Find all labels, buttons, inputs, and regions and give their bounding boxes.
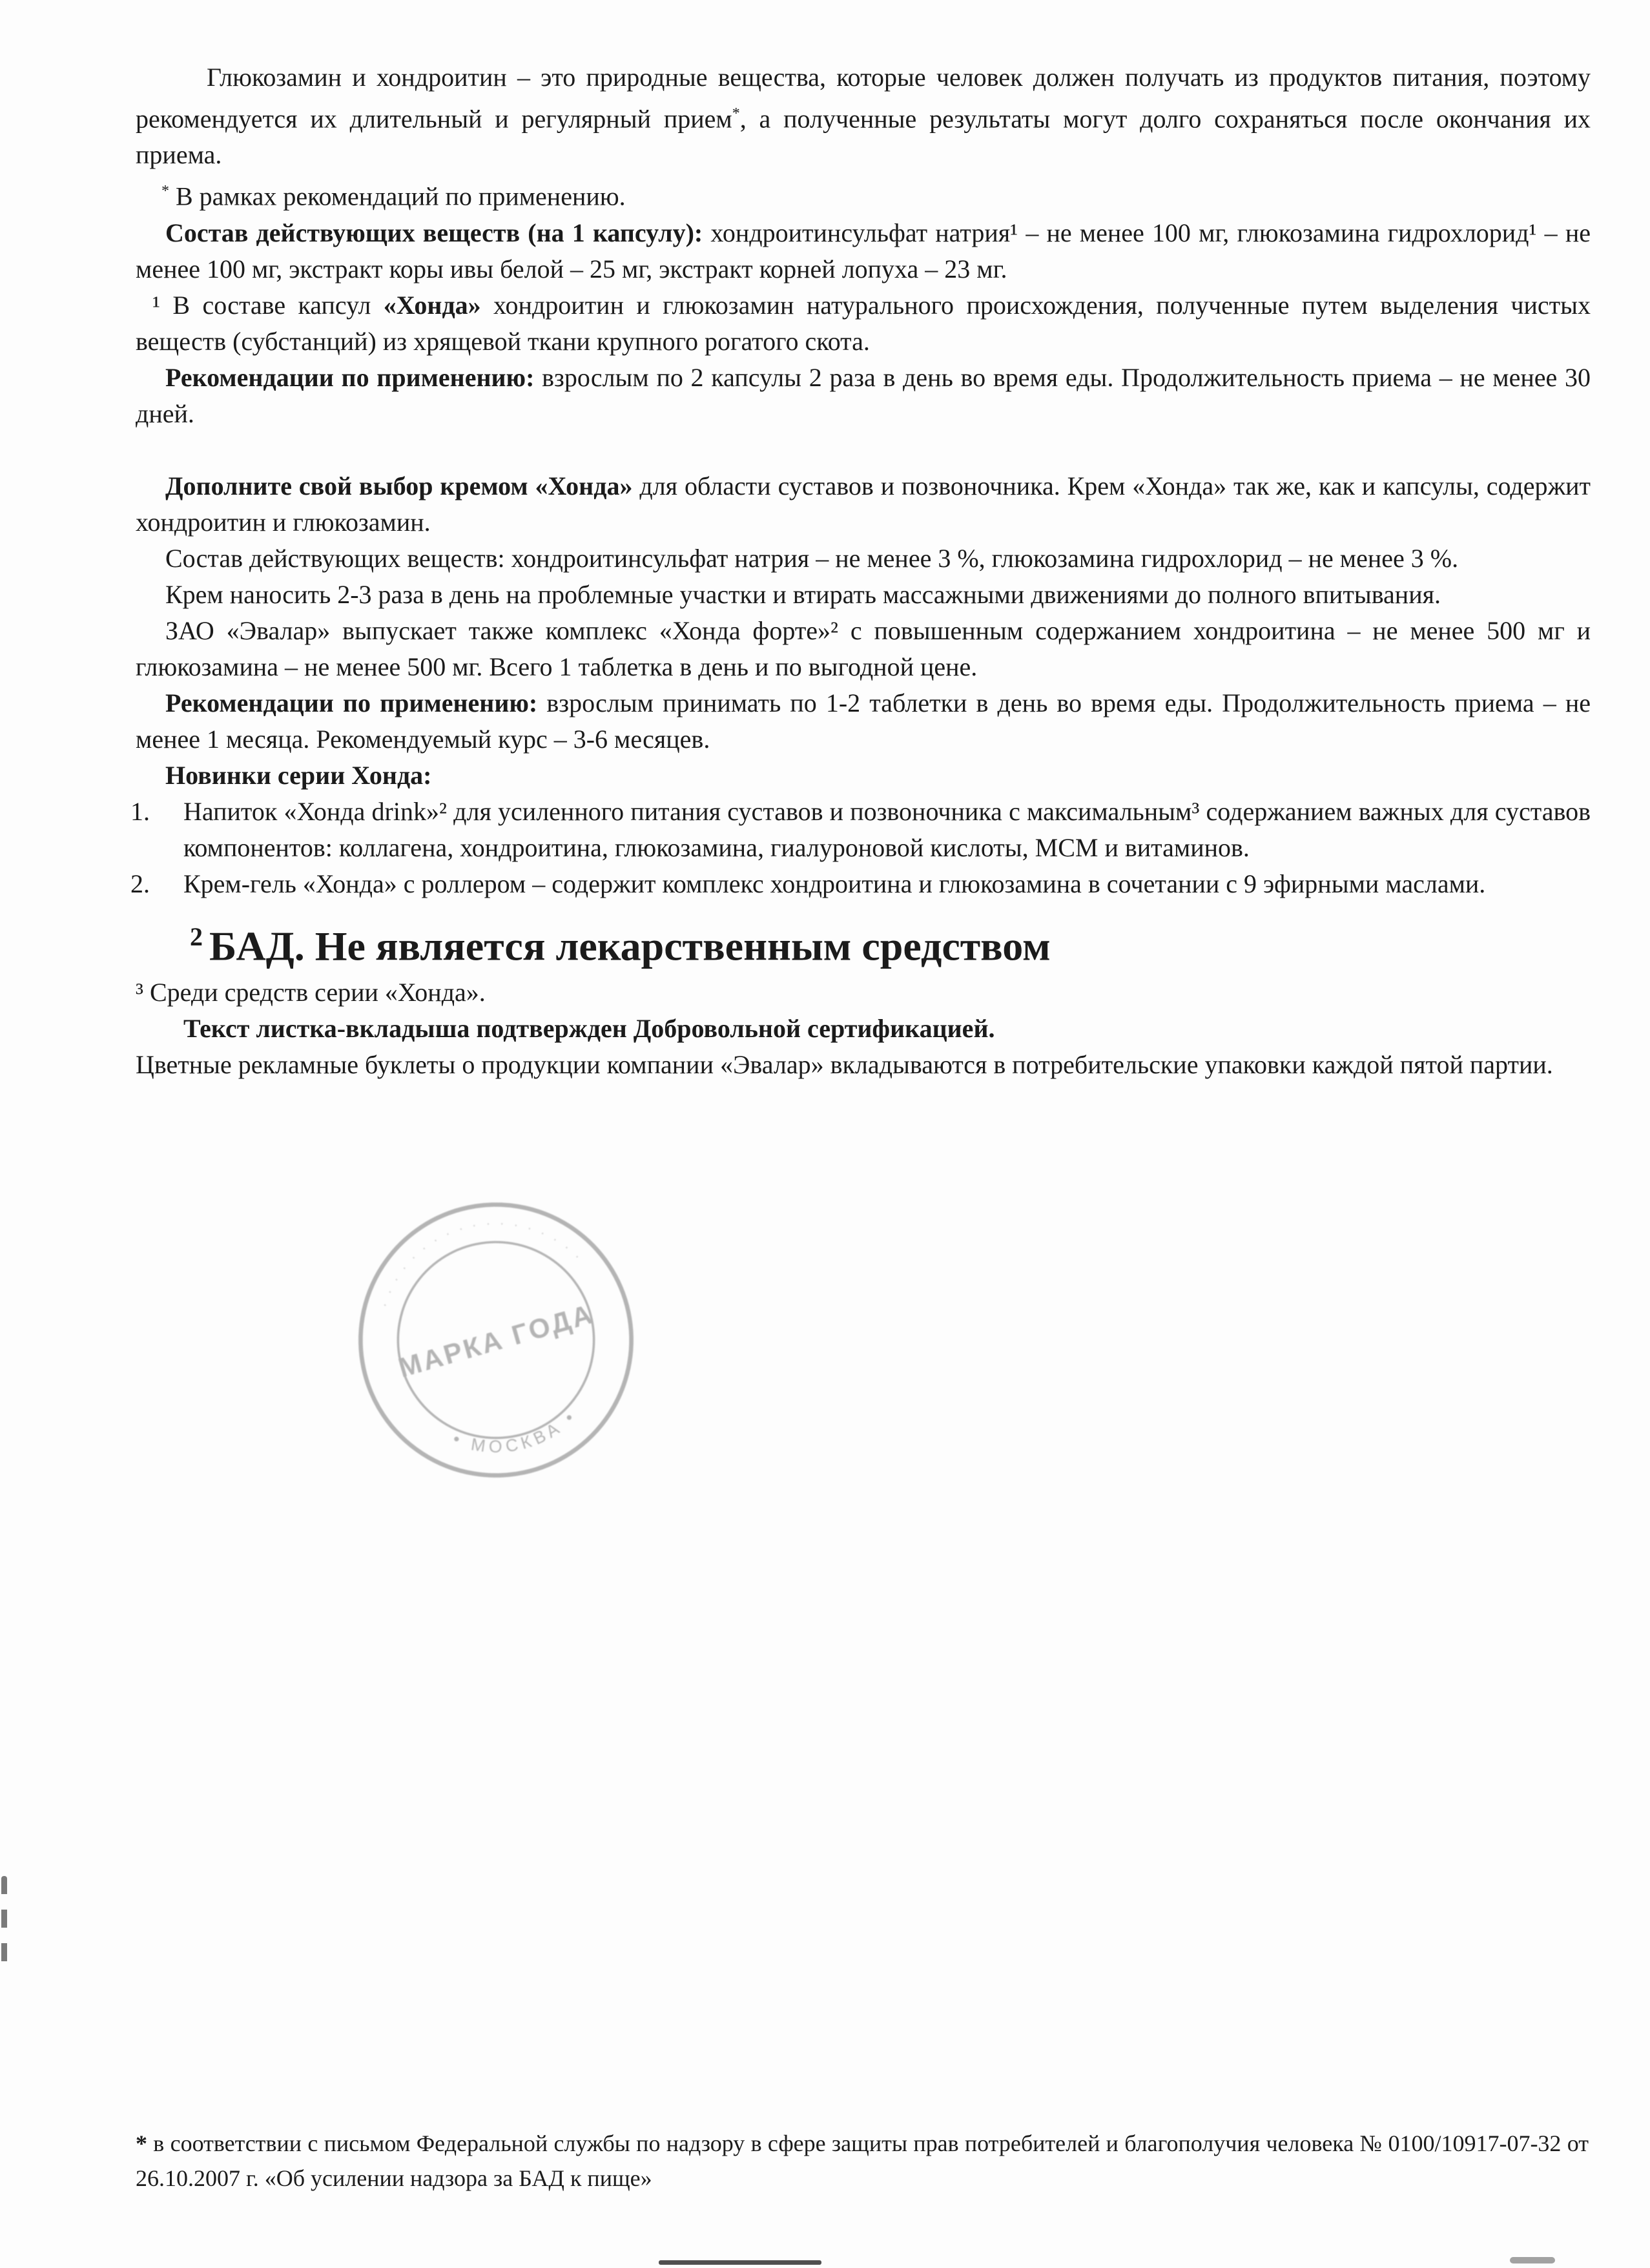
scan-artifact [1,1876,7,1976]
footnote-asterisk-text: В рамках рекомендаций по применению. [169,181,626,211]
paragraph-booklets: Цветные рекламные буклеты о продукции компании «Эвалар» вкладываются в потребительские упаковки каждой пятой партии. [136,1049,1553,1079]
composition-capsules-rest: хондроитинсульфат натрия¹ – не менее 100 мг, глюкозамина гидрохлорид¹ – не менее 100 мг, экстракт коры ивы белой – 25 мг, экстракт корней лопуха – 23 мг. [136,218,1591,284]
list-item [130,866,1591,902]
intro-text-after: , а полученные результаты могут долго сохраняться после окончания их приема. [136,104,1591,170]
scan-artifact [659,2260,821,2265]
intro-text-before: Глюкозамин и хондроитин – это природные вещества, которые человек должен получать из продуктов питания, поэтому рекомендуется их длительный и регулярный прием [136,63,1591,134]
stamp-outer-ring [335,1179,656,1500]
paragraph-intro [136,59,1591,173]
footnote-one-brand: «Хонда» [383,290,481,320]
recommendations-capsules-lead: Рекомендации по применению: [165,362,535,392]
paragraph-composition-capsules [136,215,1591,287]
bottom-footnote [136,2126,1589,2196]
footnote-one-c: хондроитин и глюкозамин натурального происхождения, полученные путем выделения чистых веществ (субстанций) из хрящевой ткани крупного рогатого скота. [136,290,1591,356]
bad-disclaimer-heading [190,912,1591,971]
paragraph-recommendations-forte [136,685,1591,758]
footnote-asterisk-marker: * [732,105,740,122]
bottom-footnote-text: в соответствии с письмом Федеральной службы по надзору в сфере защиты прав потребителей и благополучия человека № 0100/10917-07-32 от 26.10.2007 г. «Об усилении надзора за БАД к пище» [136,2130,1589,2191]
recommendations-capsules-rest: взрослым по 2 капсулы 2 раза в день во время еды. Продолжительность приема – не менее 30 дней. [136,362,1591,428]
list-item-text: Крем-гель «Хонда» с роллером – содержит комплекс хондроитина и глюкозамина в сочетании с 9 эфирными маслами. [183,869,1486,898]
list-item-number: 2. [130,869,150,898]
stamp-inner-ring [380,1224,612,1456]
paragraph-recommendations-capsules [136,360,1591,432]
novelties-heading: Новинки серии Хонда: [165,760,432,790]
paragraph-cream-composition: Состав действующих веществ: хондроитинсульфат натрия – не менее 3 %, глюкозамина гидрохлорид – не менее 3 %. [165,543,1459,573]
stamp-center-text: МАРКА ГОДА [395,1298,597,1383]
footnote-three: ³ Среди средств серии «Хонда». [136,977,486,1007]
paragraph-cream-intro [136,468,1591,541]
document-content [130,59,1591,1083]
list-item-number: 1. [130,796,150,826]
certification-stamp [325,1170,667,1511]
footnote-asterisk-sign: * [161,183,169,200]
footnote-one-a: ¹ В составе капсул [152,290,384,320]
blank-line [136,432,1591,468]
cream-intro-lead: Дополните свой выбор кремом «Хонда» [165,471,633,500]
scan-artifact [1510,2257,1555,2263]
recommendations-forte-lead: Рекомендации по применению: [165,688,538,717]
paragraph-cream-usage: Крем наносить 2-3 раза в день на проблемные участки и втирать массажными движениями до полного впитывания. [165,579,1441,609]
stamp-ring-text: • МОСКВА • [450,1405,581,1457]
stamp-ring-texture: ·················· [375,1214,592,1310]
bottom-footnote-marker: * [136,2130,147,2156]
heading-footnote-marker: 2 [190,922,203,951]
bad-disclaimer-text: БАД. Не является лекарственным средством [209,922,1051,969]
recommendations-forte-rest: взрослым принимать по 1-2 таблетки в день во время еды. Продолжительность приема – не менее 1 месяца. Рекомендуемый курс – 3-6 месяцев. [136,688,1591,754]
paragraph-forte: ЗАО «Эвалар» выпускает также комплекс «Хонда форте»² с повышенным содержанием хондроитина – не менее 500 мг и глюкозамина – не менее 500 мг. Всего 1 таблетка в день и по выгодной цене. [136,615,1591,681]
cream-intro-rest: для области суставов и позвоночника. Крем «Хонда» так же, как и капсулы, содержит хондроитин и глюкозамин. [136,471,1591,537]
list-item [130,794,1591,866]
footnote-one [136,287,1591,360]
footnote-asterisk [136,173,1591,214]
paragraph-certification: Текст листка-вкладыша подтвержден Добровольной сертификацией. [183,1013,995,1043]
list-item-text: Напиток «Хонда drink»² для усиленного питания суставов и позвоночника с максимальным³ содержанием важных для суставов компонентов: коллагена, хондроитина, глюкозамина, гиалуроновой кислоты, МСМ и витаминов. [183,796,1591,862]
composition-capsules-lead: Состав действующих веществ (на 1 капсулу): [165,218,703,247]
